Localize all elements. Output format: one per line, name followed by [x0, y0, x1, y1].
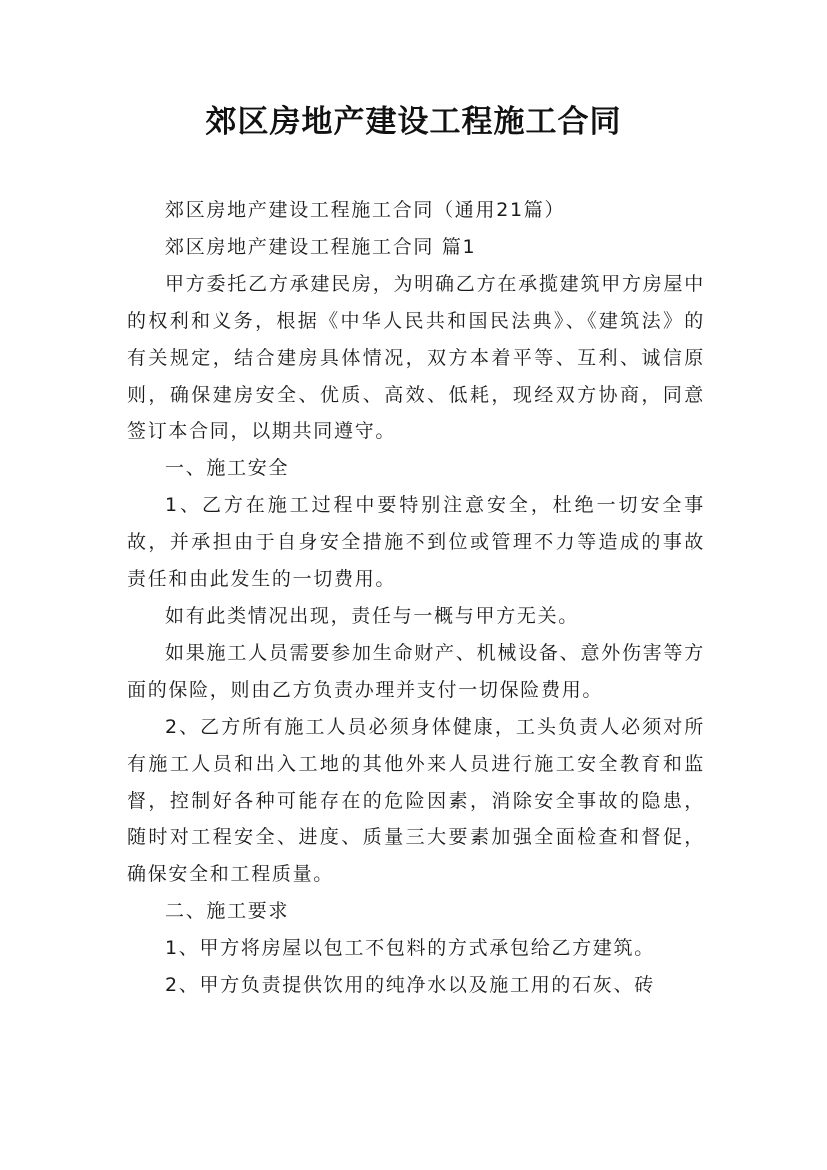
document-title: 郊区房地产建设工程施工合同 [205, 104, 622, 140]
requirements-clause-2: 2、甲方负责提供饮用的纯净水以及施工用的石灰、砖 [165, 974, 655, 997]
heading-construction-safety: 一、施工安全 [165, 457, 290, 480]
heading-construction-requirements: 二、施工要求 [165, 900, 290, 923]
intro-paragraph: 甲方委托乙方承建民房，为明确乙方在承揽建筑甲方房屋中的权利和义务，根据《中华人民共和国民法典》、《建筑法》的有关规定，结合建房具体情况，双方本着平等、互利、诚信原则，确保建房安全、优质、高效、低耗，现经双方协商，同意签订本合同，以期共同遵守。 [127, 272, 705, 443]
insurance-clause: 如果施工人员需要参加生命财产、机械设备、意外伤害等方面的保险，则由乙方负责办理并支付一切保险费用。 [127, 641, 705, 701]
subtitle-paragraph: 郊区房地产建设工程施工合同（通用21篇） [165, 199, 566, 221]
section-heading-part-1: 郊区房地产建设工程施工合同 篇1 [165, 235, 477, 258]
document-body [127, 192, 705, 1004]
safety-liability-note: 如有此类情况出现，责任与一概与甲方无关。 [165, 604, 580, 627]
requirements-clause-1: 1、甲方将房屋以包工不包料的方式承包给乙方建筑。 [165, 937, 655, 960]
safety-clause-2: 2、乙方所有施工人员必须身体健康，工头负责人必须对所有施工人员和出入工地的其他外来人员进行施工安全教育和监督，控制好各种可能存在的危险因素，消除安全事故的隐患，随时对工程安全、进度、质量三大要素加强全面检查和督促，确保安全和工程质量。 [127, 715, 705, 886]
safety-clause-1: 1、乙方在施工过程中要特别注意安全，杜绝一切安全事故，并承担由于自身安全措施不到位或管理不力等造成的事故责任和由此发生的一切费用。 [127, 494, 705, 591]
